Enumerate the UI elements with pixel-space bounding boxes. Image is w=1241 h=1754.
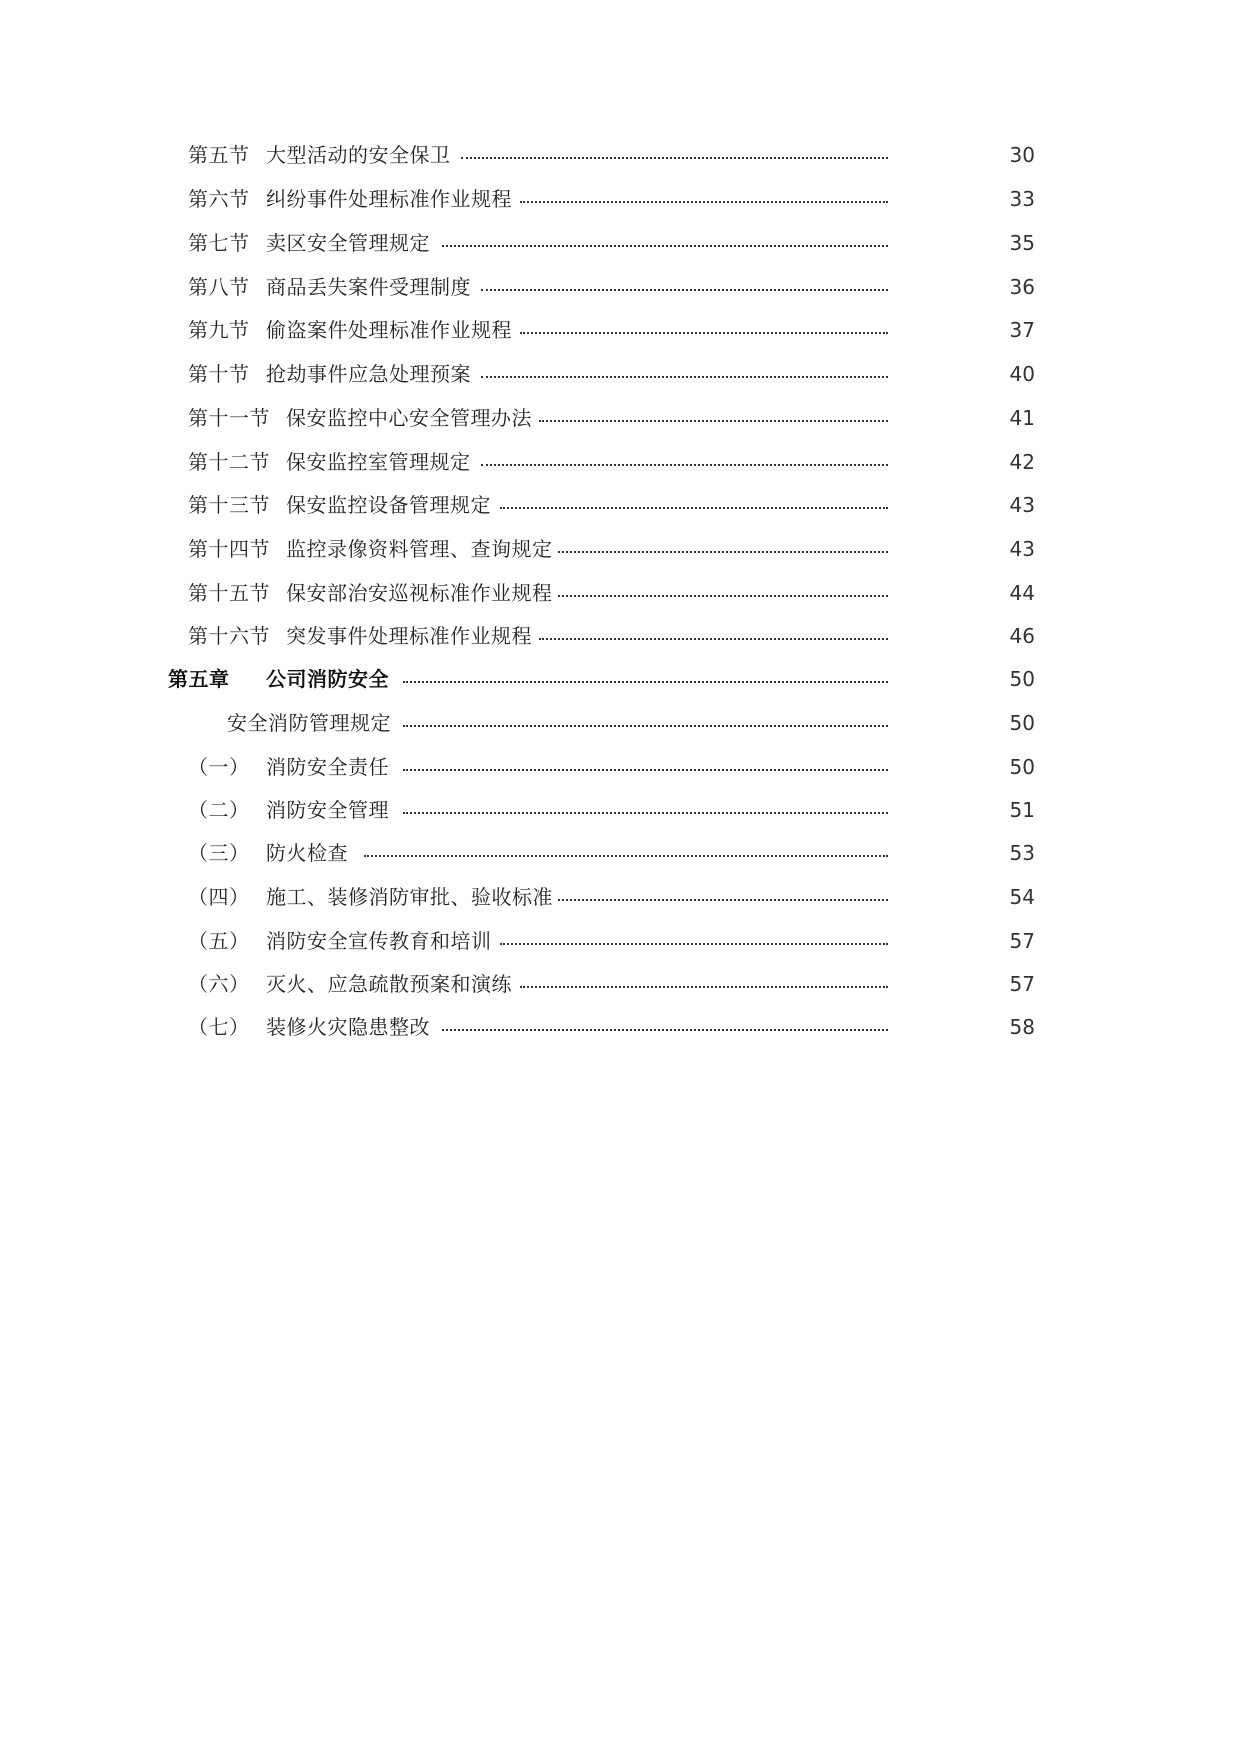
toc-entry-item-3 [0, 838, 1241, 868]
toc-dot-leader [539, 420, 888, 422]
toc-entry-label: （二） [188, 798, 250, 822]
toc-entry-title: 保安监控中心安全管理办法 [286, 406, 532, 430]
toc-entry-label: 第十节 [188, 362, 250, 386]
toc-entry-label: （四） [188, 885, 250, 909]
toc-entry-title: 偷盗案件处理标准作业规程 [266, 318, 512, 342]
toc-entry-label: 第十四节 [188, 537, 270, 561]
toc-entry-page-number: 30 [1009, 143, 1035, 167]
toc-entry-title: 监控录像资料管理、查询规定 [286, 537, 553, 561]
toc-entry-title: 灭火、应急疏散预案和演练 [266, 972, 512, 996]
toc-entry-title: 装修火灾隐患整改 [266, 1015, 430, 1039]
toc-entry-title: 卖区安全管理规定 [266, 231, 430, 255]
toc-entry-title: 纠纷事件处理标准作业规程 [266, 187, 512, 211]
toc-dot-leader [403, 725, 888, 727]
toc-entry-page-number: 58 [1009, 1015, 1035, 1039]
toc-entry-label: 第十六节 [188, 624, 270, 648]
toc-entry-item-1 [0, 752, 1241, 782]
toc-entry-title: 消防安全管理 [266, 798, 389, 822]
toc-entry-page-number: 44 [1009, 581, 1035, 605]
toc-entry-label: 第五节 [188, 143, 250, 167]
toc-dot-leader [500, 943, 888, 945]
toc-entry-section-11 [0, 403, 1241, 433]
toc-entry-page-number: 57 [1009, 929, 1035, 953]
toc-entry-section-13 [0, 490, 1241, 520]
toc-entry-title: 保安监控设备管理规定 [286, 493, 491, 517]
toc-entry-label: 第十二节 [188, 450, 270, 474]
toc-entry-item-4 [0, 882, 1241, 912]
toc-entry-page-number: 57 [1009, 972, 1035, 996]
toc-dot-leader [558, 595, 888, 597]
toc-dot-leader [539, 638, 888, 640]
toc-entry-label: 第八节 [188, 275, 250, 299]
toc-entry-section-15 [0, 578, 1241, 608]
toc-entry-label: 第十五节 [188, 581, 270, 605]
toc-dot-leader [558, 899, 888, 901]
toc-entry-item-6 [0, 969, 1241, 999]
toc-dot-leader [403, 812, 888, 814]
toc-dot-leader [481, 289, 888, 291]
toc-entry-title: 大型活动的安全保卫 [266, 143, 451, 167]
toc-entry-label: 第十三节 [188, 493, 270, 517]
toc-dot-leader [520, 332, 888, 334]
toc-entry-page-number: 42 [1009, 450, 1035, 474]
toc-dot-leader [364, 855, 888, 857]
toc-entry-section-7 [0, 228, 1241, 258]
toc-entry-title: 保安监控室管理规定 [286, 450, 471, 474]
toc-entry-title: 防火检查 [266, 841, 348, 865]
toc-dot-leader [520, 201, 888, 203]
toc-entry-title: 突发事件处理标准作业规程 [286, 624, 532, 648]
toc-chapter-label: 第五章 [168, 667, 230, 691]
toc-entry-item-5 [0, 926, 1241, 956]
toc-entry-title: 施工、装修消防审批、验收标准 [266, 885, 553, 909]
toc-entry-page-number: 43 [1009, 493, 1035, 517]
toc-entry-section-8 [0, 272, 1241, 302]
toc-entry-page-number: 41 [1009, 406, 1035, 430]
toc-dot-leader [558, 551, 888, 553]
toc-entry-page-number: 53 [1009, 841, 1035, 865]
toc-entry-page-number: 36 [1009, 275, 1035, 299]
toc-dot-leader [442, 245, 888, 247]
toc-dot-leader [481, 464, 888, 466]
toc-dot-leader [481, 376, 888, 378]
toc-entry-title: 保安部治安巡视标准作业规程 [286, 581, 553, 605]
toc-entry-label: （七） [188, 1015, 250, 1039]
toc-entry-label: 第十一节 [188, 406, 270, 430]
toc-dot-leader [520, 986, 888, 988]
toc-entry-label: （六） [188, 972, 250, 996]
toc-entry-section-16 [0, 621, 1241, 651]
toc-entry-title: 安全消防管理规定 [227, 711, 391, 735]
toc-entry-page-number: 37 [1009, 318, 1035, 342]
toc-entry-label: 第九节 [188, 318, 250, 342]
toc-entry-page-number: 33 [1009, 187, 1035, 211]
toc-entry-section-5 [0, 140, 1241, 170]
toc-entry-page-number: 43 [1009, 537, 1035, 561]
toc-dot-leader [461, 157, 888, 159]
toc-dot-leader [500, 507, 888, 509]
toc-entry-label: 第六节 [188, 187, 250, 211]
toc-entry-page-number: 54 [1009, 885, 1035, 909]
toc-entry-page-number: 50 [1009, 711, 1035, 735]
toc-entry-item-7 [0, 1012, 1241, 1042]
toc-dot-leader [403, 769, 888, 771]
toc-chapter-title: 公司消防安全 [266, 667, 389, 691]
toc-entry-section-14 [0, 534, 1241, 564]
toc-entry-title: 消防安全责任 [266, 755, 389, 779]
toc-entry-chapter-5 [0, 664, 1241, 694]
toc-entry-item-2 [0, 795, 1241, 825]
toc-entry-section-6 [0, 184, 1241, 214]
toc-entry-page-number: 50 [1009, 667, 1035, 691]
toc-entry-page-number: 35 [1009, 231, 1035, 255]
toc-entry-label: （五） [188, 929, 250, 953]
toc-entry-page-number: 40 [1009, 362, 1035, 386]
toc-dot-leader [442, 1029, 888, 1031]
toc-dot-leader [403, 681, 888, 683]
toc-entry-title: 消防安全宣传教育和培训 [266, 929, 492, 953]
toc-entry-page-number: 46 [1009, 624, 1035, 648]
toc-entry-title: 商品丢失案件受理制度 [266, 275, 471, 299]
toc-entry-label: 第七节 [188, 231, 250, 255]
toc-entry-section-12 [0, 447, 1241, 477]
toc-entry-label: （一） [188, 755, 250, 779]
toc-entry-fire-regulations [0, 708, 1241, 738]
toc-entry-title: 抢劫事件应急处理预案 [266, 362, 471, 386]
toc-entry-section-10 [0, 359, 1241, 389]
toc-entry-page-number: 50 [1009, 755, 1035, 779]
toc-entry-section-9 [0, 315, 1241, 345]
toc-entry-page-number: 51 [1009, 798, 1035, 822]
toc-entry-label: （三） [188, 841, 250, 865]
